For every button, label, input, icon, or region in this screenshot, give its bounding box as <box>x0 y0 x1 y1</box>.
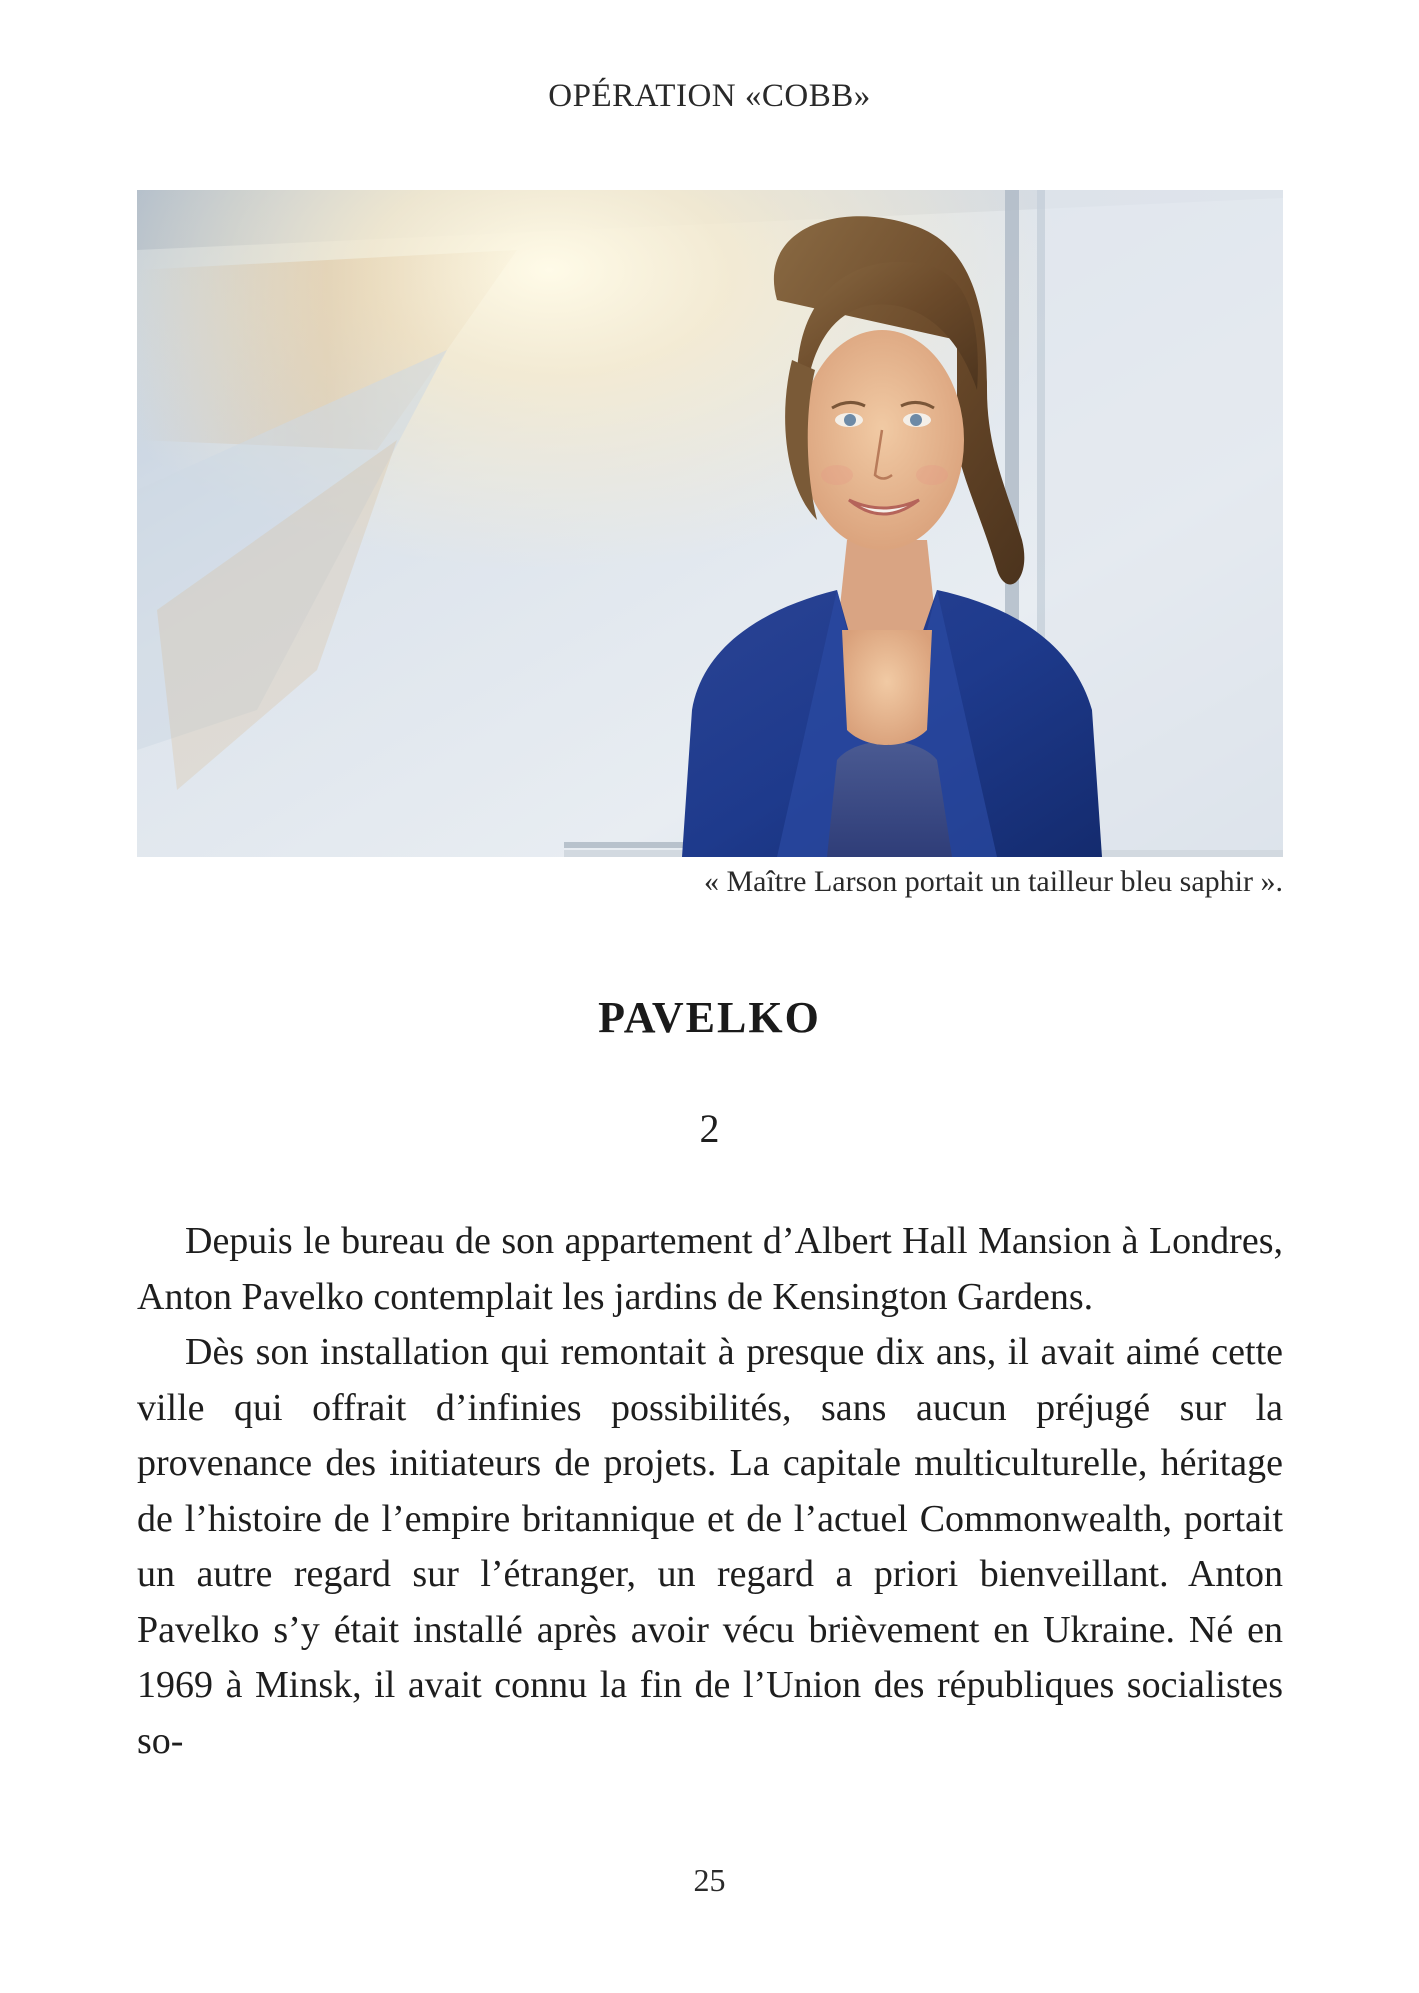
illustration-caption: « Maître Larson portait un tailleur bleu saphir ». <box>703 865 1283 898</box>
body-text <box>137 1214 1283 1769</box>
chapter-title: PAVELKO <box>598 993 821 1042</box>
page-number: 25 <box>693 1862 726 1898</box>
illustration <box>137 190 1283 857</box>
section-number: 2 <box>699 1106 720 1151</box>
running-header: OPÉRATION «COBB» <box>548 78 871 114</box>
paragraph: Depuis le bureau de son appartement d’Albert Hall Mansion à Londres, Anton Pavelko contemplait les jardins de Kensington Gardens. <box>137 1220 1283 1318</box>
paragraph: Dès son installation qui remontait à presque dix ans, il avait aimé cette ville qui offrait d’infinies possibilités, sans aucun préjugé sur la provenance des initiateurs de projets. La capitale multiculturelle, héritage de l’histoire de l’empire britannique et de l’actuel Commonwealth, portait un autre regard sur l’étranger, un regard a priori bienveillant. Anton Pavelko s’y était installé après avoir vécu brièvement en Ukraine. Né en 1969 à Minsk, il avait connu la fin de l’Union des républiques socialistes so- <box>137 1331 1283 1762</box>
portrait-painting <box>137 190 1283 857</box>
